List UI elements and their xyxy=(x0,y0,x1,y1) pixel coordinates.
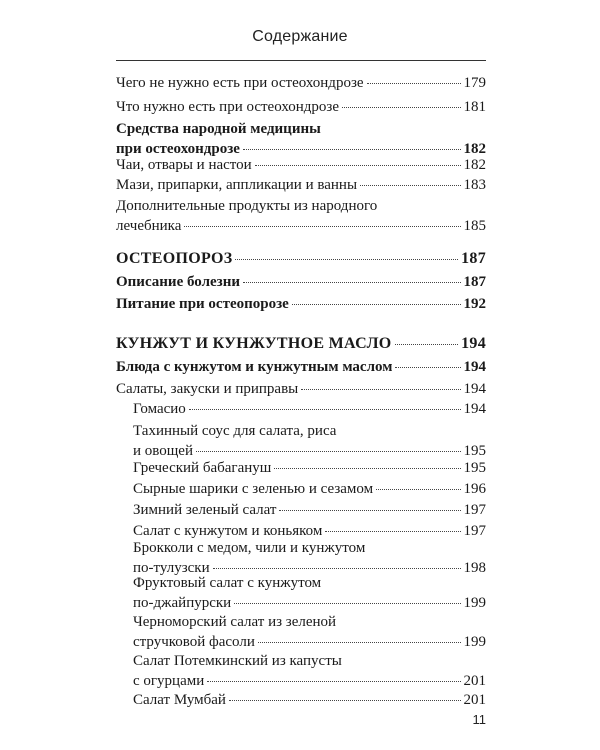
toc-entry-page: 198 xyxy=(463,560,486,576)
dot-leader xyxy=(360,185,460,186)
toc-entry xyxy=(133,399,486,419)
toc-entry-title-line: Зимний зеленый салат xyxy=(133,502,277,518)
toc-entry xyxy=(116,196,486,236)
toc-entry xyxy=(133,573,486,613)
toc-entry-page: 179 xyxy=(463,75,486,91)
dot-leader xyxy=(207,681,460,682)
dot-leader xyxy=(292,304,461,305)
header-rule xyxy=(116,60,486,61)
toc-entry-title-line: Брокколи с медом, чили и кунжутом xyxy=(133,540,366,556)
toc-entry xyxy=(133,690,486,710)
dot-leader xyxy=(258,642,461,643)
toc-entry-title-line: Черноморский салат из зеленой xyxy=(133,614,337,630)
toc-entry xyxy=(133,538,486,578)
toc-entry-title-line: Чего не нужно есть при остеохондрозе xyxy=(116,75,364,91)
toc-entry-title-line: Салат Потемкинский из капусты xyxy=(133,653,342,669)
toc-entry xyxy=(116,357,486,377)
toc-entry xyxy=(133,612,486,652)
toc-entry xyxy=(116,272,486,292)
toc-entry-title-line: Мази, припарки, аппликации и ванны xyxy=(116,177,358,193)
dot-leader xyxy=(301,389,460,390)
toc-entry-page: 181 xyxy=(463,99,486,115)
dot-leader xyxy=(255,165,461,166)
toc-entry-title-line: Гомасио xyxy=(133,401,186,417)
toc-entry-title-line: и овощей xyxy=(133,443,193,459)
toc-entry-page: 192 xyxy=(463,296,486,312)
dot-leader xyxy=(342,107,460,108)
toc-entry-title-line: Салат с кунжутом и коньяком xyxy=(133,523,323,539)
dot-leader xyxy=(229,700,461,701)
toc-entry-title-line: с огурцами xyxy=(133,673,205,689)
dot-leader xyxy=(196,451,461,452)
dot-leader xyxy=(395,367,460,368)
dot-leader xyxy=(279,510,460,511)
toc-entry-page: 197 xyxy=(463,502,486,518)
toc-entry-title-line: Чаи, отвары и настои xyxy=(116,157,252,173)
toc-entry xyxy=(116,73,486,93)
toc-entry-title-line: Салат Мумбай xyxy=(133,692,226,708)
dot-leader xyxy=(367,83,461,84)
dot-leader xyxy=(235,259,458,260)
toc-entry-title-line: КУНЖУТ И КУНЖУТНОЕ МАСЛО xyxy=(116,335,392,352)
toc-entry-page: 195 xyxy=(463,443,486,459)
toc-entry-page: 185 xyxy=(463,218,486,234)
dot-leader xyxy=(376,489,460,490)
toc-entry-title-line: Дополнительные продукты из народного xyxy=(116,198,378,214)
toc-entry-page: 187 xyxy=(463,274,486,290)
toc-entry-page: 194 xyxy=(463,401,486,417)
toc-entry xyxy=(116,155,486,175)
toc-entry xyxy=(133,651,486,691)
toc-entry xyxy=(116,379,486,399)
toc-entry-title-line: Что нужно есть при остеохондрозе xyxy=(116,99,340,115)
toc-entry-title-line: Фруктовый салат с кунжутом xyxy=(133,575,322,591)
toc-entry-title-line: по-джайпурски xyxy=(133,595,232,611)
toc-entry-title-line: Салаты, закуски и приправы xyxy=(116,381,299,397)
dot-leader xyxy=(213,568,461,569)
toc-entry xyxy=(116,97,486,117)
toc-entry-page: 183 xyxy=(463,177,486,193)
toc-entry-page: 182 xyxy=(463,141,486,157)
toc-entry-title-line: лечебника xyxy=(116,218,182,234)
toc-entry-page: 194 xyxy=(461,335,486,352)
toc-entry xyxy=(133,500,486,520)
toc-entry-title-line: Питание при остеопорозе xyxy=(116,296,289,312)
toc-entry-title-line: Греческий бабагануш xyxy=(133,460,272,476)
toc-entry-title-line: при остеохондрозе xyxy=(116,141,240,157)
toc-entry-page: 194 xyxy=(463,381,486,397)
toc-entry-page: 201 xyxy=(463,673,486,689)
toc-entry-page: 199 xyxy=(463,595,486,611)
toc-entry-title-line: ОСТЕОПОРОЗ xyxy=(116,250,233,267)
toc-entry xyxy=(133,458,486,478)
toc-entry xyxy=(116,175,486,195)
toc-entry-page: 187 xyxy=(461,250,486,267)
toc-entry-title-line: Средства народной медицины xyxy=(116,121,321,137)
toc-entry-page: 182 xyxy=(463,157,486,173)
toc-entry xyxy=(133,421,486,461)
toc-entry xyxy=(116,334,486,354)
dot-leader xyxy=(234,603,460,604)
toc-entry-page: 197 xyxy=(463,523,486,539)
toc-entry-title-line: Сырные шарики с зеленью и сезамом xyxy=(133,481,374,497)
dot-leader xyxy=(189,409,461,410)
dot-leader xyxy=(184,226,460,227)
dot-leader xyxy=(395,344,459,345)
toc-entry-page: 196 xyxy=(463,481,486,497)
toc-entry xyxy=(116,294,486,314)
dot-leader xyxy=(274,468,460,469)
toc-entry-page: 201 xyxy=(463,692,486,708)
toc-entry xyxy=(116,249,486,269)
toc-entry-page: 194 xyxy=(463,359,486,375)
toc-entry-title-line: Блюда с кунжутом и кунжутным маслом xyxy=(116,359,393,375)
page-number: 11 xyxy=(472,712,486,727)
toc-entry-title-line: по-тулузски xyxy=(133,560,210,576)
dot-leader xyxy=(325,531,460,532)
dot-leader xyxy=(243,282,461,283)
toc-entry-title-line: Описание болезни xyxy=(116,274,240,290)
toc-entry xyxy=(116,119,486,159)
running-header: Содержание xyxy=(252,28,348,45)
toc-entry-title-line: Тахинный соус для салата, риса xyxy=(133,423,337,439)
toc-entry xyxy=(133,479,486,499)
toc-entry-page: 195 xyxy=(463,460,486,476)
toc-entry-page: 199 xyxy=(463,634,486,650)
dot-leader xyxy=(243,149,461,150)
toc-entry-title-line: стручковой фасоли xyxy=(133,634,255,650)
